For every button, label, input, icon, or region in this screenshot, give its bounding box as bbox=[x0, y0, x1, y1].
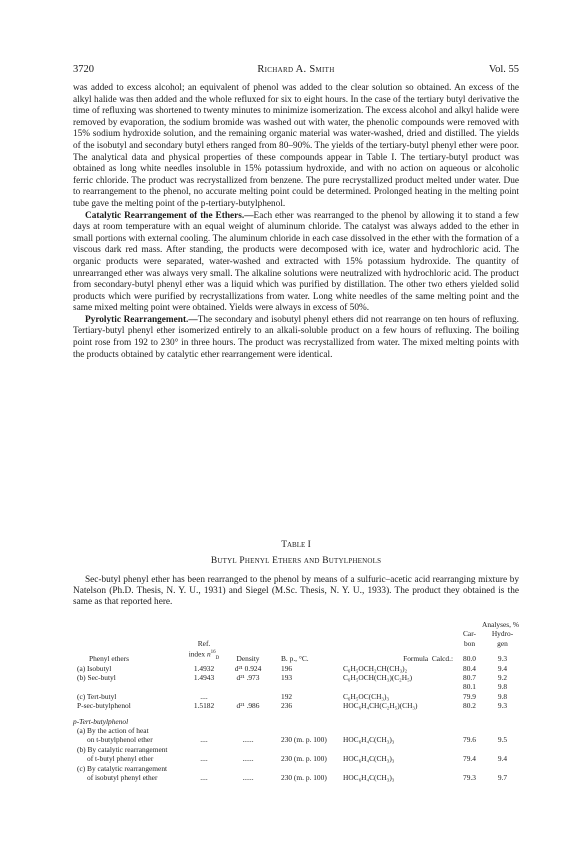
table-cell: 9.8 bbox=[497, 691, 508, 701]
table-cell: 1.4932 bbox=[193, 663, 215, 673]
table-row bbox=[73, 773, 519, 782]
table-row bbox=[73, 692, 519, 701]
table-cell: .... bbox=[200, 691, 208, 701]
table-cell: 9.4 bbox=[497, 754, 508, 764]
table-cell: (b) Sec-butyl bbox=[77, 672, 116, 682]
table-header-row: Analyses, % bbox=[482, 620, 519, 629]
table-cell: ...... bbox=[242, 754, 254, 764]
table-header-row: Phenyl ethers index $n^{16}_D$ Density B. p., °C. Formula Calcd.: 80.0 9.3 bbox=[89, 649, 508, 664]
table-cell: 79.6 bbox=[463, 735, 476, 745]
table-cell: 230 (m. p. 100) bbox=[281, 773, 327, 783]
author-name: Richard A. Smith bbox=[257, 64, 335, 75]
table-cell bbox=[185, 682, 223, 691]
table-cell: (b) By catalytic rearrangement bbox=[77, 744, 168, 754]
paragraph: was added to excess alcohol; an equivalent of phenol was added to the clear solution so obtained. An excess of the alkyl halide was then added and the whole refluxed for six to eight hours. In the case of the tertiary butyl derivative the time of refluxing was shortened to twenty minutes to minimize isomerization. The excess alcohol and alkyl halide were removed by evaporation, the sodium bromide was washed out with water, the phenolic compounds were removed with 15% sodium hydroxide solution, and the remaining organic material was water-washed, dried and distilled. The yields of the isobutyl and secondary butyl ethers ranged from 80–90%. The yields of the tertiary-butyl phenyl ether were poor. The analytical data and physical properties of these compounds appear in Table I. The tertiary-butyl product was obtained as long white needles insoluble in 15% potassium hydroxide, and with no action on aqueous or alcoholic ferric chloride. The product was recrystallized from benzene. The pure recrystallized product melted under water. Due to rearrangement to the phenol, no accurate melting point could be determined. Prolonged heating in the melting point tube gave the melting point of the p-tertiary-butylphenol. bbox=[73, 83, 519, 209]
data-table bbox=[73, 620, 519, 782]
running-header bbox=[73, 64, 519, 78]
table-cell: 9.5 bbox=[497, 735, 508, 745]
table-row bbox=[73, 745, 519, 754]
table-cell: 230 (m. p. 100) bbox=[281, 754, 327, 764]
table-note: Sec-butyl phenyl ether has been rearranged to the phenol by means of a sulfuric–acetic acid rearranging mixture by Natelson (Ph.D. Thesis, N. Y. U., 1931) and Siegel (M.Sc. Thesis, N. Y. U., 1933). The product they obtained is the same as that reported here. bbox=[73, 575, 519, 607]
table-cell: 9.4 bbox=[497, 663, 508, 673]
table-row bbox=[73, 726, 519, 735]
table-cell bbox=[343, 682, 453, 691]
paragraph-catalytic: Catalytic Rearrangement of the Ethers.—Each ether was rearranged to the phenol by allowing it to stand a few days at room temperature with an equal weight of aluminum chloride. The catalyst was always added to the ether in small portions with external cooling. The aluminum chloride in each case dissolved in the ether with the formation of a viscous dark red mass. After standing, the products were decomposed with ice, water and hydrochloric acid. The organic products were separated, water-washed and extracted with 15% potassium hydroxide. The quantity of unrearranged ether was always very small. The alkaline solutions were neutralized with hydrochloric acid. The product from secondary-butyl phenyl ether was a liquid which was purified by distillation. The other two ethers yielded solid products which were purified by recrystallizations from water. Long white needles of the same melting point and the same mixed melting point were obtained. Yields were always in excess of 50%. bbox=[73, 210, 519, 314]
table-cell: d²¹ .986 bbox=[236, 701, 260, 711]
table-row bbox=[73, 673, 519, 682]
table-cell: 9.7 bbox=[497, 773, 508, 783]
table-header-row: Car- Hydro- bbox=[463, 629, 514, 639]
table-cell: 1.5182 bbox=[193, 701, 215, 711]
table-cell: 79.3 bbox=[463, 773, 476, 783]
table-cell: 236 bbox=[281, 701, 293, 711]
table-cell: 193 bbox=[281, 672, 293, 682]
table-cell: of t-butyl phenyl ether bbox=[87, 754, 154, 764]
table-cell: 80.1 bbox=[463, 682, 476, 692]
table-cell: 1.4943 bbox=[193, 672, 215, 682]
article-body bbox=[73, 83, 519, 361]
table-cell bbox=[73, 682, 185, 691]
table-label: Table I bbox=[281, 540, 311, 550]
table-cell: HOC₆H₄C(CH₃)₃ bbox=[343, 754, 395, 764]
table-cell: 9.2 bbox=[497, 672, 508, 682]
table-header-row: Ref. bon gen bbox=[197, 638, 508, 648]
table-cell: 9.3 bbox=[497, 701, 508, 711]
page-number: 3720 bbox=[73, 64, 94, 75]
table-cell: 9.8 bbox=[497, 682, 508, 692]
table-cell: 196 bbox=[281, 663, 293, 673]
table-row bbox=[73, 664, 519, 673]
table-cell: (a) Isobutyl bbox=[77, 663, 112, 673]
table-row bbox=[73, 701, 519, 710]
table-cell: (c) Tert-butyl bbox=[77, 691, 117, 701]
volume-number: Vol. 55 bbox=[488, 64, 519, 75]
table-cell: HOC₆H₄C(CH₃)₃ bbox=[343, 773, 395, 783]
table-cell: P-sec-butylphenol bbox=[77, 701, 131, 711]
table-cell: C₆H₅OCH(CH₃)(C₂H₅) bbox=[343, 672, 413, 682]
table-row bbox=[73, 754, 519, 763]
table-cell: .... bbox=[200, 735, 208, 745]
table-cell: 192 bbox=[281, 691, 293, 701]
table-cell: .... bbox=[200, 754, 208, 764]
table-cell: d²¹ 0.924 bbox=[234, 663, 262, 673]
table-row bbox=[73, 735, 519, 744]
section-heading: Catalytic Rearrangement of the Ethers.— bbox=[85, 210, 254, 221]
table-cell: 80.4 bbox=[463, 663, 476, 673]
table-cell: 230 (m. p. 100) bbox=[281, 735, 327, 745]
paragraph-pyrolytic: Pyrolytic Rearrangement.—The secondary and isobutyl phenyl ethers did not rearrange on ten hours of refluxing. Tertiary-butyl phenyl ether isomerized entirely to an alkali-soluble product on a few hours of refluxing. The boiling point rose from 192 to 230° in three hours. The product was recrystallized from water. The mixed melting points with the products obtained by catalytic ether rearrangement were identical. bbox=[73, 314, 519, 360]
table-cell: HOC₆H₄CH(C₂H₅)(CH₃) bbox=[343, 701, 418, 711]
table-cell: C₆H₅OC(CH₃)₃ bbox=[343, 691, 390, 701]
table-cell bbox=[223, 692, 273, 701]
table-row bbox=[73, 764, 519, 773]
table-cell: 80.7 bbox=[463, 672, 476, 682]
table-cell: ...... bbox=[242, 773, 254, 783]
table-row bbox=[73, 682, 519, 691]
table-cell: 79.4 bbox=[463, 754, 476, 764]
section-heading: Pyrolytic Rearrangement.— bbox=[85, 314, 198, 325]
table-cell: HOC₆H₄C(CH₃)₃ bbox=[343, 735, 395, 745]
table-cell: C₆H₅OCH₂CH(CH₃)₂ bbox=[343, 663, 408, 673]
table-cell: ...... bbox=[242, 735, 254, 745]
table-cell: d²¹ .973 bbox=[236, 672, 260, 682]
table-cell: on t-butylphenol ether bbox=[87, 735, 153, 745]
table-cell: of isobutyl phenyl ether bbox=[87, 773, 158, 783]
table-cell: (a) By the action of heat bbox=[77, 726, 149, 735]
table-cell: .... bbox=[200, 773, 208, 783]
table-cell: 79.9 bbox=[463, 691, 476, 701]
table-cell: (c) By catalytic rearrangement bbox=[77, 763, 168, 773]
table-title: Butyl Phenyl Ethers and Butylphenols bbox=[210, 556, 382, 566]
table-cell: 80.2 bbox=[463, 701, 476, 711]
table-cell bbox=[223, 682, 273, 691]
table-subheading: p-Tert-butylphenol bbox=[73, 716, 129, 726]
table-cell bbox=[273, 682, 343, 691]
